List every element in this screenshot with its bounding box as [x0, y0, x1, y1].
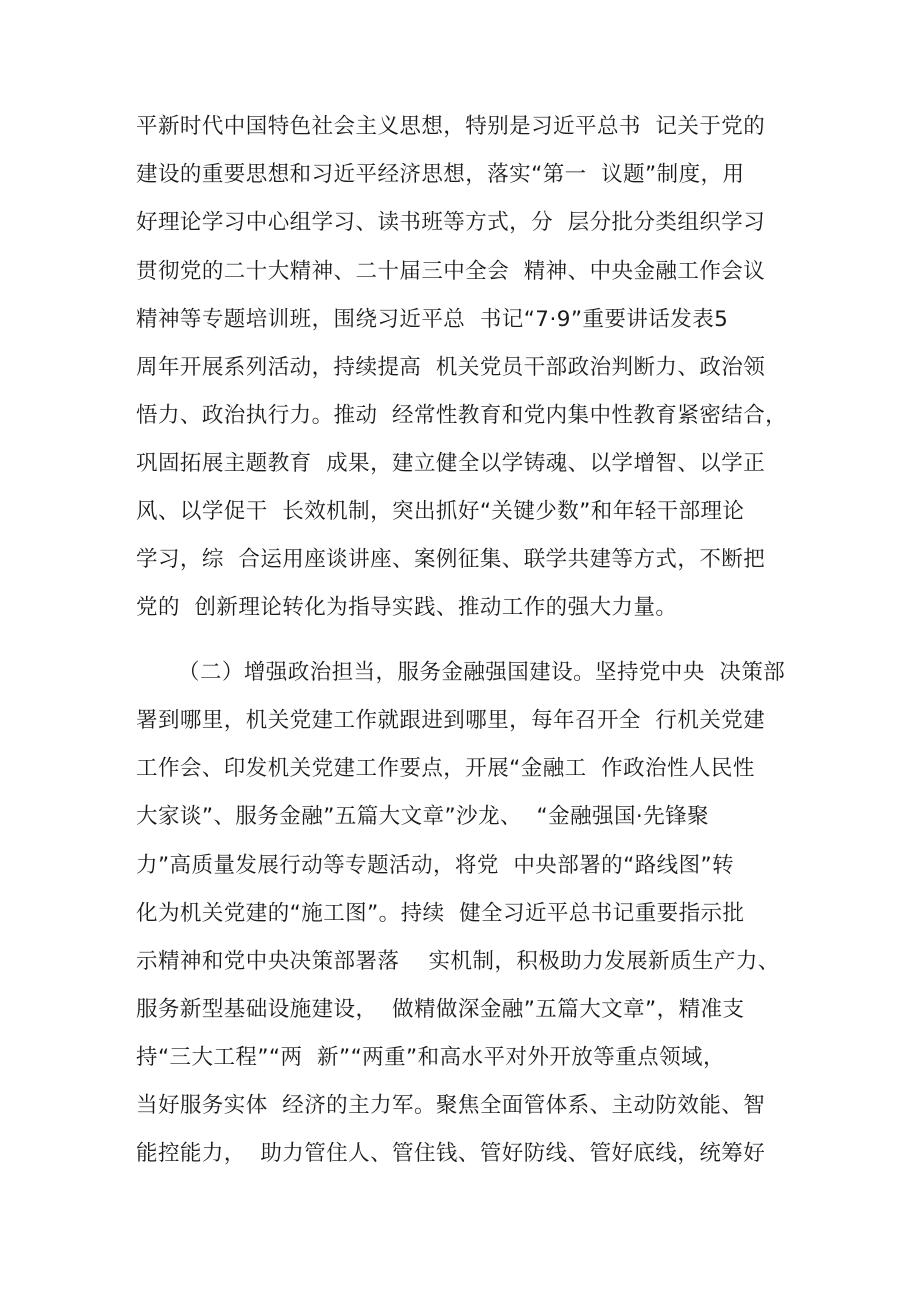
paragraph-1-line-1: 平新时代中国特色社会主义思想，特别是习近平总书 记关于党的 [136, 114, 766, 139]
paragraph-1-line-7: 悟力、政治执行力。推动 经常性教育和党内集中性教育紧密结合， [136, 403, 788, 428]
paragraph-1-line-5: 精神等专题培训班，围绕习近平总 书记“7·9”重要讲话发表5 [136, 307, 729, 332]
paragraph-2-line-2: 署到哪里，机关党建工作就跟进到哪里，每年召开全 行机关党建 [136, 708, 766, 733]
paragraph-1-line-3: 好理论学习中心组学习、读书班等方式，分 层分批分类组织学习 [136, 210, 766, 235]
paragraph-1-line-2: 建设的重要思想和习近平经济思想，落实“第一 议题”制度，用 [136, 162, 745, 187]
paragraph-2-line-1: （二）增强政治担当，服务金融强国建设。坚持党中央 决策部 [178, 660, 786, 685]
paragraph-2-line-4: 大家谈”、服务金融”五篇大文章”沙龙、 “金融强国·先锋聚 [136, 804, 710, 829]
paragraph-1-line-4: 贯彻党的二十大精神、二十届三中全会 精神、中央金融工作会议 [136, 259, 766, 284]
paragraph-1-line-9: 风、以学促干 长效机制，突出抓好“关键少数”和年轻干部理论 [136, 499, 745, 524]
paragraph-1-line-6: 周年开展系列活动，持续提高 机关党员干部政治判断力、政治领 [136, 355, 766, 380]
paragraph-1-line-11: 党的 创新理论转化为指导实践、推动工作的强大力量。 [136, 595, 678, 620]
paragraph-2-line-3: 工作会、印发机关党建工作要点，开展“金融工 作政治性人民性 [136, 756, 755, 781]
paragraph-2-line-10: 当好服务实体 经济的主力军。聚焦全面管体系、主动防效能、智 [136, 1093, 766, 1118]
paragraph-2-line-7: 示精神和党中央决策部署落 实机制，积极助力发展新质生产力、 [136, 949, 780, 974]
paragraph-2-line-8: 服务新型基础设施建设， 做精做深金融”五篇大文章”，精准支 [136, 997, 745, 1022]
paragraph-2-line-9: 持“三大工程”“两 新”“两重”和高水平对外开放等重点领域， [136, 1045, 725, 1070]
paragraph-2-line-5: 力”高质量发展行动等专题活动，将党 中央部署的“路线图”转 [136, 853, 735, 878]
paragraph-1-line-8: 巩固拓展主题教育 成果，建立健全以学铸魂、以学增智、以学正 [136, 451, 766, 476]
paragraph-1-line-10: 学习，综 合运用座谈讲座、案例征集、联学共建等方式，不断把 [136, 547, 766, 572]
paragraph-2-line-6: 化为机关党建的“施工图”。持续 健全习近平总书记重要指示批 [136, 901, 745, 926]
paragraph-2-line-11: 能控能力， 助力管住人、管住钱、管好防线、管好底线，统筹好 [136, 1141, 766, 1166]
